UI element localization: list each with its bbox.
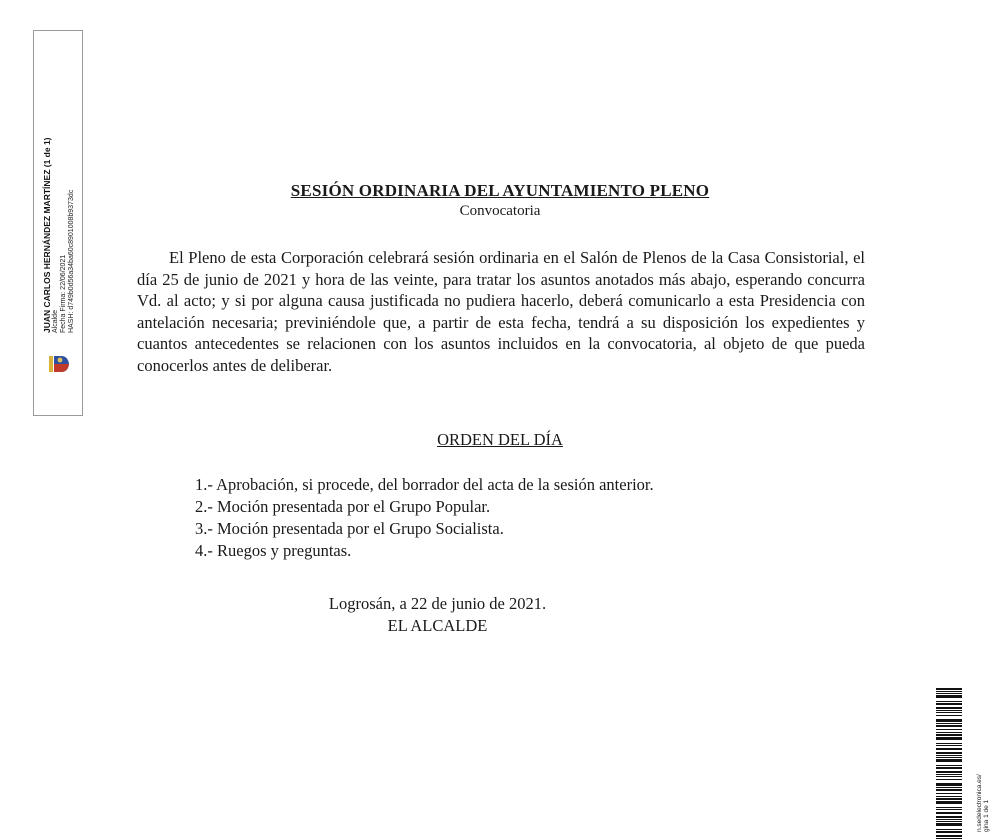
agenda-heading: ORDEN DEL DÍA	[437, 430, 563, 449]
barcode-icon	[936, 688, 962, 840]
signature-stamp	[33, 30, 83, 416]
agenda-item: 3.- Moción presentada por el Grupo Socialista.	[195, 519, 504, 538]
verification-page: gina 1 de 1	[983, 799, 990, 832]
signature-date: Fecha Firma: 22/06/2021	[60, 254, 67, 333]
signature-role: EL ALCALDE	[387, 616, 488, 635]
agenda-item: 2.- Moción presentada por el Grupo Popular.	[195, 497, 491, 516]
signer-role: Alcalde	[52, 310, 59, 333]
signature-hash: HASH: d749b0d56a34ba60c8901008b9373dc	[68, 189, 75, 333]
convocation-paragraph: El Pleno de esta Corporación celebrará sesión ordinaria en el Salón de Plenos de la Casa Consistorial, el día 25 de junio de 2021 y hora de las veinte, para tratar los asuntos anotados más abajo, esperando concurra Vd. al acto; y si por alguna causa justificada no pudiera hacerlo, deberá comunicarlo a esta Presidencia con antelación necesaria; previniéndole que, a partir de esta fecha, tendrá a su disposición los expedientes y cuantos antecedentes se relacionen con los asuntos incluidos en la convocatoria, al objeto de que pueda conocerlos antes de deliberar.	[137, 248, 865, 375]
verification-url: n.sedelectronica.es/	[976, 774, 983, 832]
verification-text	[976, 774, 990, 832]
municipal-crest-icon	[48, 353, 70, 375]
agenda-item: 4.- Ruegos y preguntas.	[195, 541, 352, 560]
agenda-item: 1.- Aprobación, si procede, del borrador del acta de la sesión anterior.	[195, 475, 654, 494]
document-subtitle: Convocatoria	[459, 203, 541, 219]
document-title: SESIÓN ORDINARIA DEL AYUNTAMIENTO PLENO	[290, 181, 710, 200]
agenda-list	[195, 474, 654, 562]
place-date: Logrosán, a 22 de junio de 2021.	[328, 594, 547, 613]
signer-name: JUAN CARLOS HERNÁNDEZ MARTÍNEZ (1 de 1)	[42, 137, 52, 333]
